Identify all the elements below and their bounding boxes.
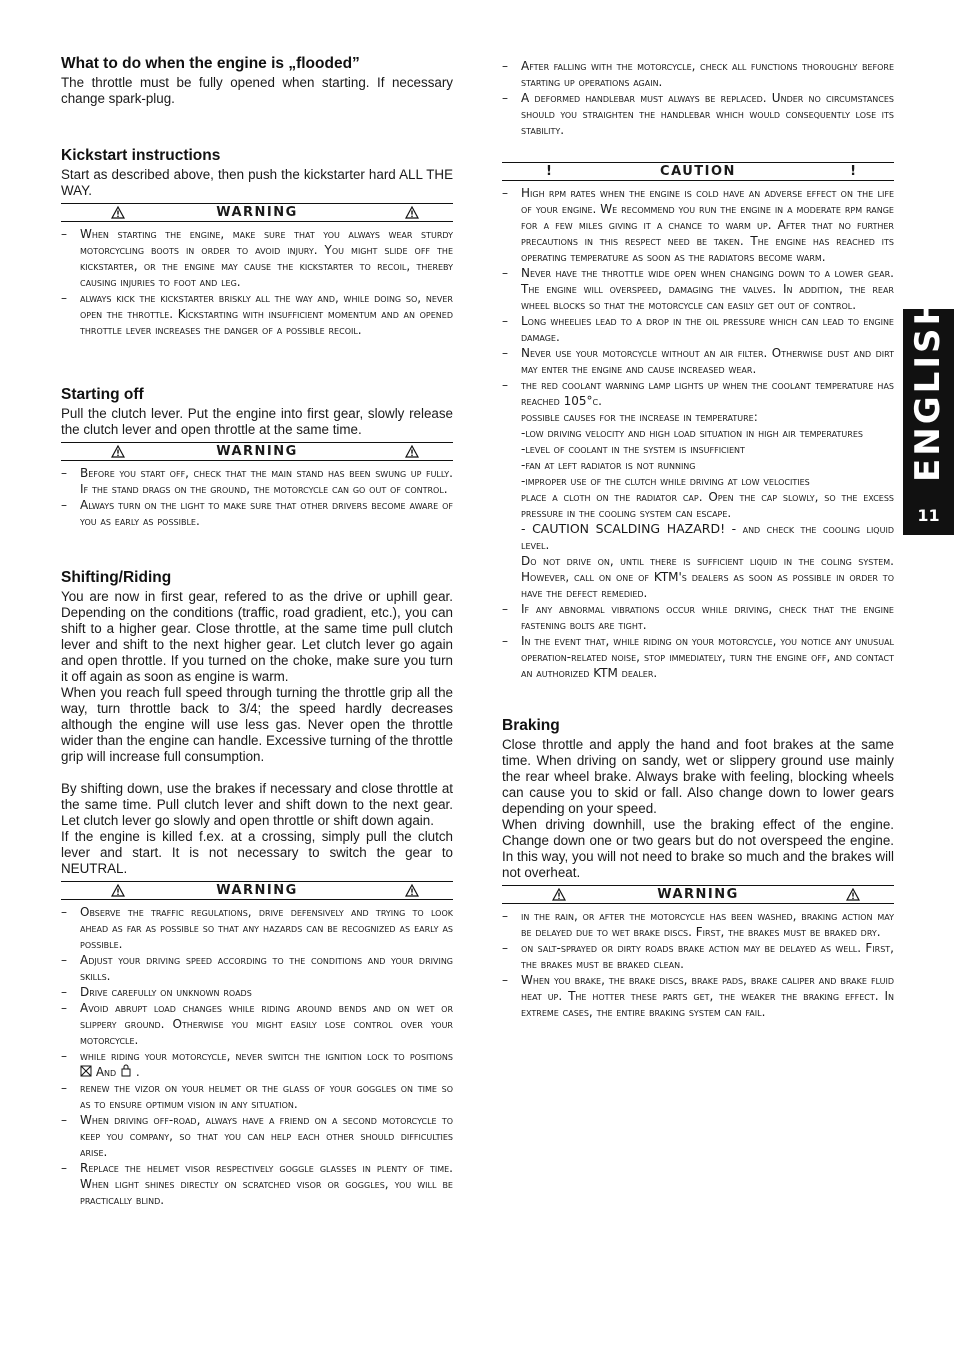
list-item: – Always turn on the light to make sure that other drivers become aware of you as early as possible.	[61, 498, 453, 528]
list-item: – Drive carefully on unknown roads	[61, 985, 252, 999]
shifting-para-1: You are now in first gear, refered to as the drive or uphill gear. Depending on the conditions (traffic, road gradient, etc.), you can shift to a higher gear. Close throttle, at the same time pull clutch lever and shift to the next higher gear. Let clutch lever go again and open throttle. If you turned on the choke, make sure you turn it off again as soon as engine is warm.	[61, 589, 453, 684]
kickstart-heading: Kickstart instructions	[61, 147, 221, 164]
shifting-para-3: By shifting down, use the brakes if necessary and close throttle at the same time. Pull clutch lever and shift down to the next gear. Let clutch lever go slowly and open throttle or shift down again.	[61, 781, 453, 828]
kickstart-warning-bar	[61, 203, 453, 222]
caution-exclamation: !	[546, 164, 552, 179]
list-item: – When you brake, the brake discs, brake pads, brake caliper and brake fluid heat up. The hotter these parts get, the weaker the braking effect. In extreme cases, the entire braking system can fail.	[502, 973, 894, 1019]
language-tab	[903, 294, 954, 535]
list-item: – If any abnormal vibrations occur while driving, check that the engine fastening bolts are tight.	[502, 602, 894, 632]
ignition-off-icon	[80, 1065, 92, 1077]
flooded-body: The throttle must be fully opened when starting. If necessary change spark-plug.	[61, 75, 453, 106]
coolant-cause: -improper use of the clutch while driving at low velocities	[521, 474, 810, 488]
list-item: – In the event that, while riding on your motorcycle, you notice any unusual operation-related noise, stop immediately, turn the engine off, and contact an authorized KTM dealer.	[502, 634, 894, 680]
shifting-heading: Shifting/Riding	[61, 569, 172, 586]
list-item: – When starting the engine, make sure that you always wear sturdy motorcycling boots in order to avoid injury. You might slide off the kickstarter, or the engine may cause the kickstarter to recoil, thereby causing injuries to foot and leg.	[61, 227, 453, 289]
coolant-cause: -fan at left radiator is not running	[521, 458, 696, 472]
ignition-lock-icon	[120, 1064, 132, 1077]
list-item: – Long wheelies lead to a drop in the oil pressure which can lead to engine damage.	[502, 314, 894, 344]
warning-triangle-icon	[405, 206, 419, 219]
list-item: – Before you start off, check that the main stand has been swung up fully. If the stand drags on the ground, the motorcycle can go out of control.	[61, 466, 453, 496]
warning-label: WARNING	[657, 887, 739, 902]
list-item: – Observe the traffic regulations, drive defensively and trying to look ahead as far as possible so that any hazards can be recognized as early as possible.	[61, 905, 453, 951]
warning-triangle-icon	[846, 888, 860, 901]
list-item: – the red coolant warning lamp lights up when the coolant temperature has reached 105°c. possible causes for the increase in temperature: -low driving velocity and high load situation in high air temperatures -level of coolant in the system is insufficient -fan at left radiator is not running -improper use of the clutch while driving at low velocities place a cloth on the radiator cap. Open the cap slowly, so the excess pressure in the cooling system can escape. - CAUTION SCALDING HAZARD! - and check the cooling liquid level. Do not drive on, until there is sufficient liquid in the coling system. However, call on one of KTM's dealers as soon as possible in order to have the defect remedied.	[502, 378, 894, 600]
list-item: – When driving off-road, always have a friend on a second motorcycle to keep you company, so that you can help each other should difficulties arise.	[61, 1113, 453, 1159]
list-item: – High rpm rates when the engine is cold have an adverse effect on the life of your engine. We recommend you run the engine in a moderate rpm range for a few miles giving it a chance to warm up. After that no further precautions in this respect need be taken. The engine has reached its operating temperature as soon as the radiators become warm.	[502, 186, 894, 264]
coolant-cloth: place a cloth on the radiator cap. Open the cap slowly, so the excess pressure in the cooling system can escape.	[521, 490, 894, 520]
list-item: – on salt-sprayed or dirty roads brake action may be delayed as well. First, the brakes must be braked clean.	[502, 941, 894, 971]
list-item: – Never use your motorcycle without an air filter. Otherwise dust and dirt may enter the engine and cause increased wear.	[502, 346, 894, 376]
list-item: – After falling with the motorcycle, check all functions thoroughly before starting up operations again.	[502, 59, 894, 89]
coolant-cause: -level of coolant in the system is insufficient	[521, 442, 745, 456]
braking-warning-list	[502, 908, 894, 1020]
braking-heading: Braking	[502, 717, 560, 734]
warning-label: WARNING	[216, 444, 298, 459]
shifting-para-4: If the engine is killed f.ex. at a crossing, simply pull the clutch lever and start. It is not necessary to switch the gear to NEUTRAL.	[61, 829, 453, 876]
caution-label: CAUTION	[660, 164, 736, 179]
falling-list	[502, 58, 894, 138]
scalding-hazard: - CAUTION SCALDING HAZARD! -	[521, 521, 737, 536]
right-column	[502, 58, 894, 1020]
coolant-cause: -low driving velocity and high load situation in high air temperatures	[521, 426, 863, 440]
coolant-donot: Do not drive on, until there is sufficient liquid in the coling system. However, call on one of KTM's dealers as soon as possible in order to have the defect remedied.	[521, 554, 894, 600]
language-label: ENGLISH	[908, 294, 948, 482]
kickstart-warning-list	[61, 226, 453, 338]
caution-list	[502, 185, 894, 681]
page-number: 11	[917, 506, 940, 525]
list-item: – A deformed handlebar must always be replaced. Under no circumstances should you straighten the handlebar which would consequently lose its stability.	[502, 91, 894, 137]
shifting-warning-list	[61, 904, 453, 1208]
list-item: – renew the vizor on your helmet or the glass of your goggles on time so as to ensure optimum vision in any situation.	[61, 1081, 453, 1111]
warning-triangle-icon	[405, 884, 419, 897]
shifting-para-2: When you reach full speed through turning the throttle grip all the way, turn throttle back to 3/4; the speed hardly decreases although the engine will use less gas. Never open the throttle wider than the engine can handle. Excessive turning of the throttle grip will increase full consumption.	[61, 685, 453, 764]
flooded-heading: What to do when the engine is „flooded”	[61, 55, 360, 72]
starting-off-heading: Starting off	[61, 386, 144, 403]
list-item: – Never have the throttle wide open when changing down to a lower gear. The engine will overspeed, damaging the valves. In addition, the rear wheel blocks so that the motorcycle can easily get out of control.	[502, 266, 894, 312]
coolant-intro: the red coolant warning lamp lights up when the coolant temperature has reached 105°c.	[521, 378, 894, 408]
left-column	[61, 55, 453, 1208]
warning-label: WARNING	[216, 883, 298, 898]
braking-para-2: When driving downhill, use the braking effect of the engine. Change down one or two gears but do not overspeed the engine. In this way, you will not need to brake so much and the brakes will not overheat.	[502, 817, 894, 880]
list-item: – always kick the kickstarter briskly all the way and, while doing so, never open the throttle. Kickstarting with insufficient momentum and an opened throttle lever increases the danger of a possible recoil.	[61, 291, 453, 337]
starting-off-warning-bar	[61, 442, 453, 461]
coolant-causes: possible causes for the increase in temperature:	[521, 410, 758, 424]
shifting-warning-bar	[61, 881, 453, 900]
kickstart-body: Start as described above, then push the kickstarter hard ALL THE WAY.	[61, 167, 453, 198]
braking-para-1: Close throttle and apply the hand and foot brakes at the same time. When driving on sandy, wet or slippery ground use mainly the rear wheel brake. Always brake with feeling, blocking wheels can cause you to skid or fall. Also change down to lower gears depending on your speed.	[502, 737, 894, 816]
warning-triangle-icon	[405, 445, 419, 458]
list-item: – Replace the helmet visor respectively goggle glasses in plenty of time. When light shines directly on scratched visor or goggles, you will be practically blind.	[61, 1161, 453, 1207]
list-item: – Adjust your driving speed according to the conditions and your driving skills.	[61, 953, 453, 983]
list-item: – Avoid abrupt load changes while riding around bends and on wet or slippery ground. Otherwise you might easily lose control over your motorcycle.	[61, 1001, 453, 1047]
caution-exclamation: !	[850, 164, 856, 179]
caution-bar	[502, 162, 894, 181]
starting-off-body: Pull the clutch lever. Put the engine into first gear, slowly release the clutch lever and open throttle at the same time.	[61, 406, 453, 437]
list-item: – while riding your motorcycle, never switch the ignition lock to positions And .	[61, 1049, 453, 1079]
braking-warning-bar	[502, 885, 894, 904]
warning-label: WARNING	[216, 205, 298, 220]
list-item: – in the rain, or after the motorcycle has been washed, braking action may be delayed due to wet brake discs. First, the brakes must be braked dry.	[502, 909, 894, 939]
starting-off-warning-list	[61, 465, 453, 529]
